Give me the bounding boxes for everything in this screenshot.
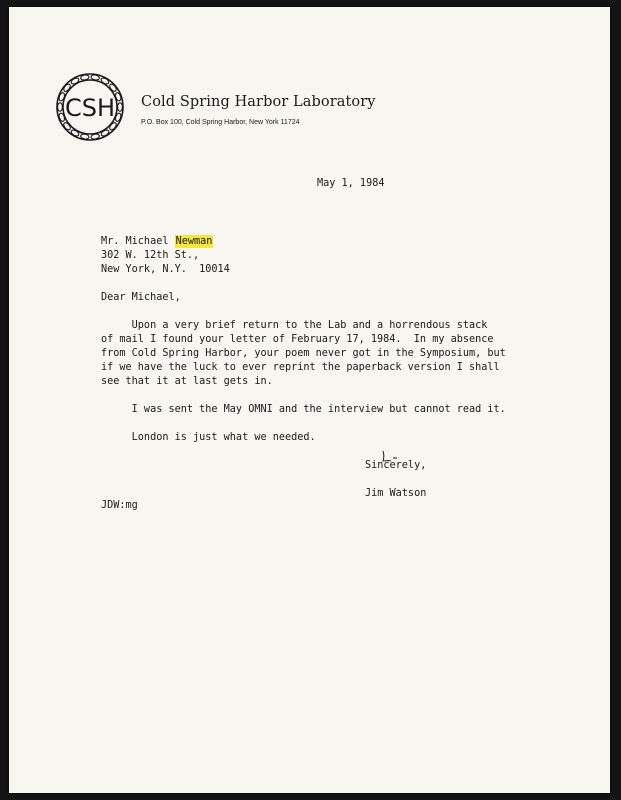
- logo-text: CSH: [64, 94, 116, 122]
- recipient-name-line: [101, 235, 213, 249]
- organization-address: P.O. Box 100, Cold Spring Harbor, New York 11724: [141, 119, 300, 126]
- paragraph-line: if we have the luck to ever reprint the paperback version I shall: [101, 362, 500, 373]
- paragraph-line: Upon a very brief return to the Lab and a horrendous stack: [101, 320, 488, 331]
- letter-page: [9, 7, 610, 793]
- logo-helix-link: [62, 83, 71, 93]
- paragraph-line: from Cold Spring Harbor, your poem never got in the Symposium, but: [101, 348, 506, 359]
- logo-helix-link: [58, 103, 63, 111]
- handwritten-signature: [379, 450, 399, 464]
- organization-name: Cold Spring Harbor Laboratory: [141, 94, 376, 110]
- letter-date: May 1, 1984: [317, 178, 385, 189]
- csh-logo: [53, 70, 127, 144]
- salutation: Dear Michael,: [101, 292, 181, 303]
- logo-helix-link: [108, 122, 117, 132]
- paragraph-line: see that it at last gets in.: [101, 376, 273, 387]
- recipient-street: 302 W. 12th St.,: [101, 250, 200, 261]
- paragraph-omni: I was sent the May OMNI and the interview but cannot read it.: [101, 404, 506, 415]
- closing: Sincerely,: [365, 460, 427, 471]
- paragraph-line: of mail I found your letter of February 17, 1984. In my absence: [101, 334, 494, 345]
- recipient-surname-highlighted: Newman: [175, 236, 213, 247]
- recipient-name-prefix: Mr. Michael: [101, 236, 175, 247]
- logo-helix-link: [70, 77, 80, 85]
- logo-helix-link: [70, 129, 80, 137]
- signer-name: Jim Watson: [365, 488, 427, 499]
- logo-helix-link: [118, 103, 123, 111]
- logo-helix-link: [62, 122, 71, 132]
- paragraph-london: London is just what we needed.: [101, 432, 316, 443]
- logo-helix-link: [100, 129, 110, 137]
- logo-helix-link: [108, 83, 117, 93]
- reference-initials: JDW:mg: [101, 500, 138, 511]
- recipient-city: New York, N.Y. 10014: [101, 264, 230, 275]
- logo-helix-link: [100, 77, 110, 85]
